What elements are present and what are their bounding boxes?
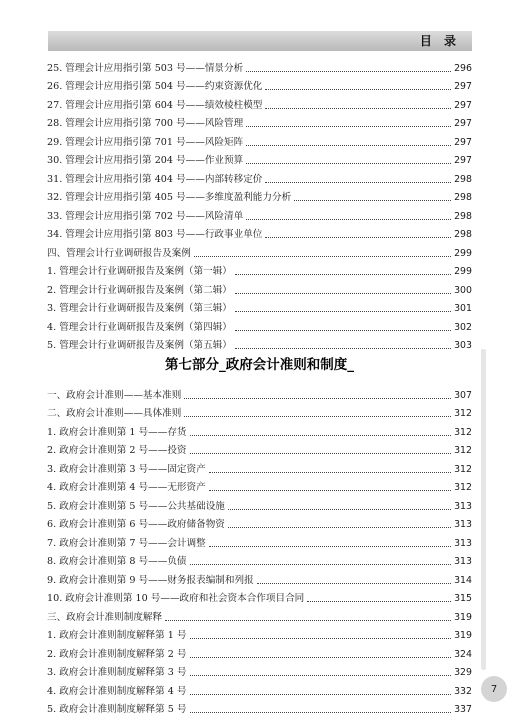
- dot-leader: [209, 489, 451, 491]
- toc-entry-title: 8. 政府会计准则第 8 号——负债: [47, 556, 187, 567]
- dot-leader: [165, 619, 451, 621]
- toc-entry-page: 312: [454, 482, 472, 493]
- toc-section-government-accounting: [47, 383, 472, 716]
- dot-leader: [194, 255, 451, 257]
- toc-entry[interactable]: [47, 186, 472, 205]
- toc-entry-title: 33. 管理会计应用指引第 702 号——风险清单: [47, 210, 244, 222]
- toc-entry-title: 一、政府会计准则——基本准则: [47, 389, 182, 401]
- dot-leader: [190, 563, 452, 565]
- toc-entry-title: 5. 政府会计准则制度解释第 5 号: [47, 704, 187, 715]
- toc-entry-title: 34. 管理会计应用指引第 803 号——行政事业单位: [47, 229, 263, 240]
- dot-leader: [184, 415, 451, 417]
- toc-entry-page: 298: [454, 173, 472, 185]
- toc-entry[interactable]: [47, 278, 472, 297]
- toc-entry-page: 297: [454, 81, 472, 92]
- toc-entry-page: 297: [454, 155, 472, 166]
- toc-entry[interactable]: [47, 334, 472, 353]
- toc-entry[interactable]: [47, 420, 472, 439]
- toc-entry-page: 299: [454, 247, 472, 259]
- toc-entry-page: 298: [454, 192, 472, 203]
- dot-leader: [265, 88, 451, 90]
- toc-entry[interactable]: [47, 605, 472, 624]
- toc-entry[interactable]: [47, 679, 472, 698]
- toc-entry-page: 312: [454, 445, 472, 456]
- toc-entry-title: 1. 政府会计准则制度解释第 1 号: [47, 630, 187, 641]
- toc-entry-title: 27. 管理会计应用指引第 604 号——绩效棱柱模型: [47, 99, 263, 111]
- toc-entry-page: 297: [454, 99, 472, 111]
- dot-leader: [235, 273, 451, 275]
- toc-entry-page: 312: [454, 426, 472, 438]
- dot-leader: [246, 218, 451, 220]
- dot-leader: [265, 107, 451, 109]
- dot-leader: [190, 656, 452, 658]
- toc-entry[interactable]: [47, 260, 472, 279]
- dot-leader: [190, 637, 452, 639]
- dot-leader: [228, 508, 451, 510]
- toc-entry-page: 324: [454, 648, 472, 660]
- dot-leader: [235, 347, 451, 349]
- toc-entry-page: 312: [454, 463, 472, 475]
- toc-entry[interactable]: [47, 149, 472, 168]
- toc-entry-title: 30. 管理会计应用指引第 204 号——作业预算: [47, 155, 244, 166]
- toc-entry[interactable]: [47, 661, 472, 680]
- header-title: 目 录: [419, 34, 460, 48]
- toc-entry[interactable]: [47, 383, 472, 402]
- dot-leader: [209, 471, 451, 473]
- toc-entry-title: 4. 政府会计准则第 4 号——无形资产: [47, 482, 206, 493]
- dot-leader: [184, 397, 451, 399]
- toc-entry-title: 26. 管理会计应用指引第 504 号——约束资源优化: [47, 81, 263, 92]
- dot-leader: [246, 162, 451, 164]
- toc-entry[interactable]: [47, 315, 472, 334]
- toc-entry[interactable]: [47, 297, 472, 316]
- toc-entry-page: 307: [454, 389, 472, 401]
- toc-entry-page: 315: [454, 593, 472, 604]
- dot-leader: [265, 181, 451, 183]
- toc-entry-page: 329: [454, 667, 472, 678]
- toc-entry-title: 5. 管理会计行业调研报告及案例（第五辑）: [47, 340, 232, 351]
- toc-entry[interactable]: [47, 223, 472, 242]
- toc-entry-title: 3. 政府会计准则第 3 号——固定资产: [47, 463, 206, 475]
- toc-entry-page: 303: [454, 340, 472, 351]
- dot-leader: [190, 452, 452, 454]
- toc-entry[interactable]: [47, 93, 472, 112]
- dot-leader: [246, 144, 451, 146]
- dot-leader: [307, 600, 451, 602]
- toc-entry[interactable]: [47, 457, 472, 476]
- toc-entry-page: 299: [454, 266, 472, 277]
- toc-entry[interactable]: [47, 439, 472, 458]
- toc-entry[interactable]: [47, 112, 472, 131]
- toc-entry-page: 314: [454, 574, 472, 586]
- toc-entry-title: 29. 管理会计应用指引第 701 号——风险矩阵: [47, 136, 244, 148]
- toc-entry[interactable]: [47, 531, 472, 550]
- toc-entry-page: 319: [454, 611, 472, 623]
- toc-entry-title: 1. 管理会计行业调研报告及案例（第一辑）: [47, 266, 232, 277]
- toc-entry-page: 297: [454, 136, 472, 148]
- dot-leader: [265, 236, 451, 238]
- toc-entry-title: 2. 政府会计准则制度解释第 2 号: [47, 648, 187, 660]
- dot-leader: [190, 434, 452, 436]
- toc-entry-page: 313: [454, 537, 472, 549]
- toc-entry-title: 4. 政府会计准则制度解释第 4 号: [47, 685, 187, 697]
- toc-entry[interactable]: [47, 402, 472, 421]
- dot-leader: [257, 582, 451, 584]
- toc-entry-title: 7. 政府会计准则第 7 号——会计调整: [47, 537, 206, 549]
- toc-entry-title: 28. 管理会计应用指引第 700 号——风险管理: [47, 118, 244, 129]
- dot-leader: [246, 125, 451, 127]
- toc-entry[interactable]: [47, 56, 472, 75]
- dot-leader: [209, 545, 451, 547]
- part-title: 第七部分_政府会计准则和制度_: [165, 357, 354, 373]
- toc-entry-title: 3. 政府会计准则制度解释第 3 号: [47, 667, 187, 678]
- toc-entry-page: 302: [454, 321, 472, 333]
- toc-entry[interactable]: [47, 624, 472, 643]
- dot-leader: [190, 711, 452, 713]
- toc-entry-title: 四、管理会计行业调研报告及案例: [47, 247, 191, 259]
- dot-leader: [190, 693, 452, 695]
- toc-entry-title: 2. 管理会计行业调研报告及案例（第二辑）: [47, 284, 232, 296]
- toc-entry-title: 10. 政府会计准则第 10 号——政府和社会资本合作项目合同: [47, 593, 305, 604]
- toc-entry[interactable]: [47, 75, 472, 94]
- toc-entry-title: 三、政府会计准则制度解释: [47, 611, 163, 623]
- toc-entry-title: 6. 政府会计准则第 6 号——政府储备物资: [47, 519, 225, 530]
- toc-entry-title: 32. 管理会计应用指引第 405 号——多维度盈利能力分析: [47, 192, 292, 203]
- toc-entry-title: 1. 政府会计准则第 1 号——存货: [47, 426, 187, 438]
- dot-leader: [228, 526, 451, 528]
- dot-leader: [246, 70, 451, 72]
- toc-entry[interactable]: [47, 568, 472, 587]
- toc-entry[interactable]: [47, 130, 472, 149]
- toc-entry-page: 297: [454, 118, 472, 129]
- toc-entry-page: 301: [454, 303, 472, 314]
- dot-leader: [235, 310, 451, 312]
- toc-entry-page: 337: [454, 704, 472, 715]
- toc-entry-page: 313: [454, 500, 472, 512]
- dot-leader: [235, 329, 451, 331]
- toc-entry-title: 3. 管理会计行业调研报告及案例（第三辑）: [47, 303, 232, 314]
- toc-entry-page: 298: [454, 229, 472, 240]
- page-number-badge: 7: [481, 676, 507, 702]
- toc-entry[interactable]: [47, 204, 472, 223]
- toc-entry[interactable]: [47, 494, 472, 513]
- toc-entry-page: 313: [454, 556, 472, 567]
- toc-entry-title: 25. 管理会计应用指引第 503 号——情景分析: [47, 62, 244, 74]
- dot-leader: [235, 292, 451, 294]
- toc-entry-title: 二、政府会计准则——具体准则: [47, 408, 182, 419]
- toc-entry[interactable]: [47, 241, 472, 260]
- toc-entry-title: 4. 管理会计行业调研报告及案例（第四辑）: [47, 321, 232, 333]
- toc-entry-page: 300: [454, 284, 472, 296]
- toc-entry[interactable]: [47, 587, 472, 606]
- header-bar: [48, 31, 472, 51]
- toc-entry-page: 296: [454, 62, 472, 74]
- toc-section-management-accounting: [47, 56, 472, 352]
- toc-entry[interactable]: [47, 642, 472, 661]
- toc-entry-title: 9. 政府会计准则第 9 号——财务报表编制和列报: [47, 574, 254, 586]
- toc-entry-title: 5. 政府会计准则第 5 号——公共基础设施: [47, 500, 225, 512]
- toc-entry-page: 319: [454, 630, 472, 641]
- toc-entry-page: 332: [454, 685, 472, 697]
- dot-leader: [294, 199, 451, 201]
- toc-entry[interactable]: [47, 167, 472, 186]
- dot-leader: [190, 674, 452, 676]
- toc-entry[interactable]: [47, 698, 472, 717]
- toc-entry[interactable]: [47, 550, 472, 569]
- toc-entry-page: 298: [454, 210, 472, 222]
- toc-entry[interactable]: [47, 476, 472, 495]
- toc-entry-page: 312: [454, 408, 472, 419]
- toc-entry-page: 313: [454, 519, 472, 530]
- scrollbar[interactable]: [481, 349, 486, 670]
- toc-entry[interactable]: [47, 513, 472, 532]
- toc-entry-title: 31. 管理会计应用指引第 404 号——内部转移定价: [47, 173, 263, 185]
- toc-entry-title: 2. 政府会计准则第 2 号——投资: [47, 445, 187, 456]
